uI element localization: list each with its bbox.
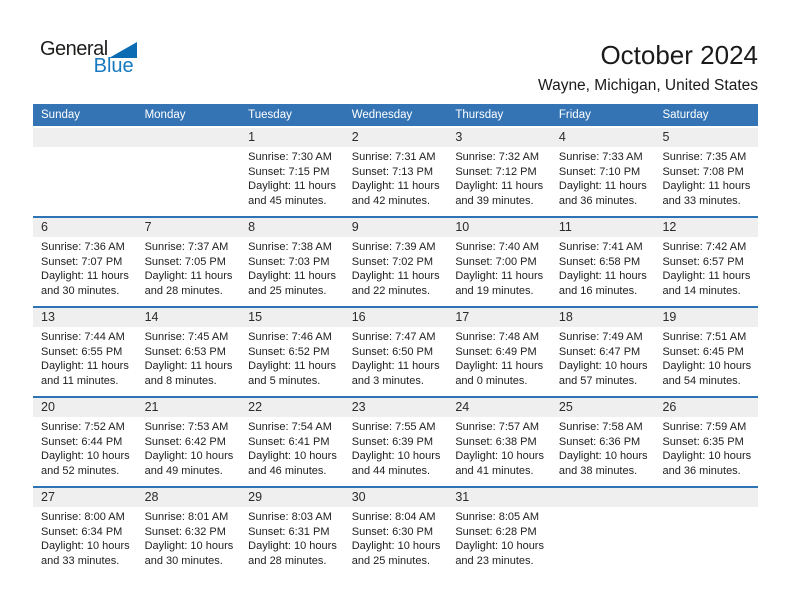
sunrise-line: Sunrise: 7:54 AM <box>248 421 332 433</box>
day-details <box>137 507 241 568</box>
day-number-band <box>447 128 551 147</box>
sunset-line: Sunset: 7:12 PM <box>455 165 537 178</box>
calendar-day-cell <box>33 218 137 306</box>
sunrise-line: Sunrise: 7:30 AM <box>248 151 332 163</box>
sunrise-line: Sunrise: 7:49 AM <box>558 331 643 343</box>
day-number: 3 <box>455 130 463 144</box>
day-details <box>240 327 344 388</box>
day-details <box>447 237 551 298</box>
calendar-day-cell <box>137 218 241 306</box>
day-details <box>654 237 758 298</box>
calendar-day-cell <box>551 128 655 216</box>
day-number: 15 <box>248 310 263 324</box>
day-number: 16 <box>351 310 366 324</box>
daylight-line: Daylight: 11 hours and 39 minutes. <box>455 180 544 207</box>
sunset-line: Sunset: 6:52 PM <box>248 345 330 358</box>
day-details <box>240 507 344 568</box>
sunrise-line: Sunrise: 7:32 AM <box>455 151 540 163</box>
sunset-line: Sunset: 7:00 PM <box>455 255 537 268</box>
calendar-day-cell <box>137 488 241 576</box>
sunset-line: Sunset: 6:49 PM <box>455 345 537 358</box>
day-number: 8 <box>248 220 256 234</box>
daylight-line: Daylight: 11 hours and 30 minutes. <box>41 270 129 297</box>
sunset-line: Sunset: 6:47 PM <box>558 345 641 358</box>
sunset-line: Sunset: 7:02 PM <box>351 255 434 268</box>
sunrise-line: Sunrise: 8:03 AM <box>248 511 332 523</box>
day-number-band <box>344 218 448 237</box>
day-number-band <box>33 398 137 417</box>
daylight-line: Daylight: 11 hours and 16 minutes. <box>558 270 647 297</box>
sunset-line: Sunset: 6:45 PM <box>662 345 744 358</box>
sunrise-line: Sunrise: 7:39 AM <box>351 241 436 253</box>
calendar-day-cell <box>344 128 448 216</box>
day-number: 24 <box>455 400 470 414</box>
daylight-line: Daylight: 11 hours and 42 minutes. <box>351 180 440 207</box>
calendar-day-cell <box>137 398 241 486</box>
day-details <box>137 417 241 478</box>
day-number-band <box>551 218 655 237</box>
sunset-line: Sunset: 6:38 PM <box>455 435 537 448</box>
day-number-band <box>654 398 758 417</box>
daylight-line: Daylight: 10 hours and 46 minutes. <box>248 450 337 477</box>
sunrise-line: Sunrise: 7:45 AM <box>144 331 229 343</box>
sunset-line: Sunset: 6:34 PM <box>41 525 123 538</box>
day-number-band <box>33 308 137 327</box>
day-details <box>33 237 137 298</box>
page-title: October 2024 <box>600 40 758 70</box>
day-details <box>654 327 758 388</box>
day-number: 18 <box>558 310 573 324</box>
day-details <box>344 147 448 208</box>
day-details <box>447 147 551 208</box>
calendar-day-cell <box>240 218 344 306</box>
day-number: 2 <box>351 130 359 144</box>
calendar-day-cell <box>551 398 655 486</box>
day-number-band <box>551 488 655 507</box>
day-details <box>447 507 551 568</box>
day-number-band <box>551 128 655 147</box>
daylight-line: Daylight: 10 hours and 30 minutes. <box>144 540 234 567</box>
page-subtitle: Wayne, Michigan, United States <box>538 77 758 94</box>
calendar-empty-cell <box>654 488 758 576</box>
sunrise-line: Sunrise: 7:55 AM <box>351 421 436 433</box>
sunrise-line: Sunrise: 7:59 AM <box>662 421 747 433</box>
sunset-line: Sunset: 6:53 PM <box>144 345 226 358</box>
day-number: 28 <box>144 490 159 504</box>
calendar-day-cell <box>344 218 448 306</box>
sunset-line: Sunset: 7:08 PM <box>662 165 744 178</box>
day-number: 6 <box>41 220 48 234</box>
daylight-line: Daylight: 10 hours and 54 minutes. <box>662 360 752 387</box>
day-number-band <box>344 488 448 507</box>
calendar-day-cell <box>240 488 344 576</box>
calendar-empty-cell <box>551 488 655 576</box>
weekday-header-row <box>33 104 758 126</box>
day-number: 10 <box>455 220 470 234</box>
day-details <box>551 237 655 298</box>
calendar-day-cell <box>137 308 241 396</box>
day-number-band <box>447 488 551 507</box>
day-number-band <box>33 128 137 147</box>
daylight-line: Daylight: 10 hours and 52 minutes. <box>41 450 130 477</box>
logo-text-general: General <box>40 38 108 60</box>
daylight-line: Daylight: 10 hours and 25 minutes. <box>351 540 441 567</box>
daylight-line: Daylight: 10 hours and 36 minutes. <box>662 450 752 477</box>
day-details <box>137 327 241 388</box>
general-blue-logo <box>40 39 137 76</box>
sunrise-line: Sunrise: 7:41 AM <box>558 241 643 253</box>
day-number: 9 <box>351 220 359 234</box>
sunrise-line: Sunrise: 7:35 AM <box>662 151 747 163</box>
day-number: 19 <box>662 310 677 324</box>
sunrise-line: Sunrise: 7:33 AM <box>558 151 643 163</box>
calendar-day-cell <box>654 128 758 216</box>
sunset-line: Sunset: 6:58 PM <box>558 255 641 268</box>
day-details <box>33 507 137 568</box>
calendar-day-cell <box>654 308 758 396</box>
day-number-band <box>240 218 344 237</box>
day-details <box>344 237 448 298</box>
day-number-band <box>654 308 758 327</box>
day-details <box>240 147 344 208</box>
calendar-week-row <box>33 126 758 216</box>
day-number-band <box>551 398 655 417</box>
daylight-line: Daylight: 11 hours and 3 minutes. <box>351 360 440 387</box>
day-number-band <box>551 308 655 327</box>
daylight-line: Daylight: 11 hours and 14 minutes. <box>662 270 751 297</box>
day-details <box>654 417 758 478</box>
day-number-band <box>240 488 344 507</box>
day-number-band <box>137 218 241 237</box>
day-number: 17 <box>455 310 470 324</box>
logo-text-blue: Blue <box>93 55 134 77</box>
sunset-line: Sunset: 6:57 PM <box>662 255 744 268</box>
day-number-band <box>344 308 448 327</box>
sunrise-line: Sunrise: 7:31 AM <box>351 151 436 163</box>
day-number: 25 <box>558 400 573 414</box>
sunrise-line: Sunrise: 7:51 AM <box>662 331 747 343</box>
day-number: 1 <box>248 130 256 144</box>
daylight-line: Daylight: 11 hours and 8 minutes. <box>144 360 233 387</box>
sunrise-line: Sunrise: 7:58 AM <box>558 421 643 433</box>
day-number-band <box>654 218 758 237</box>
calendar-empty-cell <box>33 128 137 216</box>
day-details <box>447 327 551 388</box>
sunrise-line: Sunrise: 7:44 AM <box>41 331 125 343</box>
calendar-day-cell <box>240 308 344 396</box>
day-number: 4 <box>558 130 566 144</box>
day-number-band <box>137 308 241 327</box>
weekday-header-friday: Friday <box>558 109 591 121</box>
daylight-line: Daylight: 10 hours and 38 minutes. <box>558 450 648 477</box>
day-number-band <box>447 398 551 417</box>
day-details <box>447 417 551 478</box>
sunset-line: Sunset: 7:15 PM <box>248 165 330 178</box>
day-details <box>654 147 758 208</box>
sunset-line: Sunset: 7:10 PM <box>558 165 641 178</box>
sunset-line: Sunset: 6:36 PM <box>558 435 641 448</box>
weekday-header-monday: Monday <box>144 109 186 121</box>
sunset-line: Sunset: 7:05 PM <box>144 255 226 268</box>
day-details <box>33 327 137 388</box>
daylight-line: Daylight: 10 hours and 28 minutes. <box>248 540 337 567</box>
day-number: 7 <box>144 220 152 234</box>
day-number-band <box>33 218 137 237</box>
sunset-line: Sunset: 6:28 PM <box>455 525 537 538</box>
sunrise-line: Sunrise: 7:42 AM <box>662 241 747 253</box>
day-details <box>137 237 241 298</box>
sunset-line: Sunset: 6:31 PM <box>248 525 330 538</box>
calendar-day-cell <box>447 398 551 486</box>
daylight-line: Daylight: 10 hours and 41 minutes. <box>455 450 544 477</box>
day-details <box>551 417 655 478</box>
day-number: 20 <box>41 400 55 414</box>
day-number: 14 <box>144 310 159 324</box>
sunrise-line: Sunrise: 8:05 AM <box>455 511 540 523</box>
daylight-line: Daylight: 11 hours and 25 minutes. <box>248 270 337 297</box>
calendar-empty-cell <box>137 128 241 216</box>
calendar-day-cell <box>654 398 758 486</box>
sunset-line: Sunset: 6:32 PM <box>144 525 226 538</box>
sunrise-line: Sunrise: 7:36 AM <box>41 241 125 253</box>
day-number-band <box>137 488 241 507</box>
calendar-week-row <box>33 396 758 486</box>
day-number: 29 <box>248 490 263 504</box>
day-number: 22 <box>248 400 263 414</box>
day-number-band <box>240 128 344 147</box>
sunrise-line: Sunrise: 8:01 AM <box>144 511 229 523</box>
day-number: 27 <box>41 490 55 504</box>
sunset-line: Sunset: 7:13 PM <box>351 165 434 178</box>
calendar-day-cell <box>447 308 551 396</box>
day-number: 23 <box>351 400 366 414</box>
sunrise-line: Sunrise: 8:00 AM <box>41 511 125 523</box>
daylight-line: Daylight: 11 hours and 11 minutes. <box>41 360 129 387</box>
calendar-day-cell <box>344 308 448 396</box>
day-number-band <box>654 128 758 147</box>
sunset-line: Sunset: 6:50 PM <box>351 345 434 358</box>
day-details <box>551 147 655 208</box>
day-number-band <box>137 398 241 417</box>
daylight-line: Daylight: 10 hours and 23 minutes. <box>455 540 544 567</box>
sunset-line: Sunset: 6:35 PM <box>662 435 744 448</box>
sunset-line: Sunset: 6:41 PM <box>248 435 330 448</box>
calendar <box>33 104 758 576</box>
calendar-week-row <box>33 306 758 396</box>
daylight-line: Daylight: 10 hours and 57 minutes. <box>558 360 648 387</box>
daylight-line: Daylight: 11 hours and 5 minutes. <box>248 360 337 387</box>
daylight-line: Daylight: 11 hours and 19 minutes. <box>455 270 544 297</box>
sunrise-line: Sunrise: 7:48 AM <box>455 331 540 343</box>
calendar-day-cell <box>447 488 551 576</box>
calendar-day-cell <box>447 218 551 306</box>
day-number-band <box>240 308 344 327</box>
daylight-line: Daylight: 10 hours and 49 minutes. <box>144 450 234 477</box>
daylight-line: Daylight: 10 hours and 44 minutes. <box>351 450 441 477</box>
day-number-band <box>33 488 137 507</box>
calendar-day-cell <box>33 398 137 486</box>
weekday-header-saturday: Saturday <box>662 109 709 121</box>
calendar-day-cell <box>33 308 137 396</box>
day-number: 13 <box>41 310 55 324</box>
day-details <box>240 237 344 298</box>
sunrise-line: Sunrise: 7:40 AM <box>455 241 540 253</box>
calendar-day-cell <box>551 218 655 306</box>
day-number-band <box>240 398 344 417</box>
calendar-day-cell <box>33 488 137 576</box>
weekday-header-wednesday: Wednesday <box>351 109 413 121</box>
weekday-header-thursday: Thursday <box>455 109 504 121</box>
sunrise-line: Sunrise: 7:47 AM <box>351 331 436 343</box>
day-number: 12 <box>662 220 677 234</box>
daylight-line: Daylight: 11 hours and 28 minutes. <box>144 270 233 297</box>
sunset-line: Sunset: 7:03 PM <box>248 255 330 268</box>
calendar-week-row <box>33 486 758 576</box>
day-number-band <box>447 308 551 327</box>
day-details <box>551 327 655 388</box>
day-details <box>344 327 448 388</box>
sunrise-line: Sunrise: 7:53 AM <box>144 421 229 433</box>
day-details <box>240 417 344 478</box>
sunset-line: Sunset: 6:30 PM <box>351 525 434 538</box>
day-number: 5 <box>662 130 670 144</box>
calendar-day-cell <box>654 218 758 306</box>
sunrise-line: Sunrise: 7:57 AM <box>455 421 540 433</box>
calendar-day-cell <box>344 398 448 486</box>
sunset-line: Sunset: 6:42 PM <box>144 435 226 448</box>
day-number-band <box>344 128 448 147</box>
calendar-grid <box>33 126 758 576</box>
day-number: 21 <box>144 400 159 414</box>
sunset-line: Sunset: 6:55 PM <box>41 345 123 358</box>
sunrise-line: Sunrise: 8:04 AM <box>351 511 436 523</box>
daylight-line: Daylight: 11 hours and 33 minutes. <box>662 180 751 207</box>
daylight-line: Daylight: 10 hours and 33 minutes. <box>41 540 130 567</box>
sunset-line: Sunset: 6:44 PM <box>41 435 123 448</box>
calendar-day-cell <box>240 398 344 486</box>
sunrise-line: Sunrise: 7:52 AM <box>41 421 125 433</box>
day-number-band <box>654 488 758 507</box>
sunrise-line: Sunrise: 7:37 AM <box>144 241 229 253</box>
daylight-line: Daylight: 11 hours and 36 minutes. <box>558 180 647 207</box>
day-details <box>33 417 137 478</box>
calendar-day-cell <box>344 488 448 576</box>
day-details <box>344 507 448 568</box>
day-number: 30 <box>351 490 366 504</box>
calendar-day-cell <box>240 128 344 216</box>
day-number: 11 <box>558 220 572 234</box>
sunset-line: Sunset: 7:07 PM <box>41 255 123 268</box>
day-details <box>344 417 448 478</box>
calendar-day-cell <box>447 128 551 216</box>
daylight-line: Daylight: 11 hours and 22 minutes. <box>351 270 440 297</box>
day-number: 26 <box>662 400 677 414</box>
sunrise-line: Sunrise: 7:38 AM <box>248 241 332 253</box>
daylight-line: Daylight: 11 hours and 45 minutes. <box>248 180 337 207</box>
calendar-day-cell <box>551 308 655 396</box>
sunrise-line: Sunrise: 7:46 AM <box>248 331 332 343</box>
weekday-header-sunday: Sunday <box>41 109 81 121</box>
sunset-line: Sunset: 6:39 PM <box>351 435 434 448</box>
day-number-band <box>447 218 551 237</box>
weekday-header-tuesday: Tuesday <box>248 109 292 121</box>
day-number: 31 <box>455 490 470 504</box>
calendar-week-row <box>33 216 758 306</box>
day-number-band <box>137 128 241 147</box>
daylight-line: Daylight: 11 hours and 0 minutes. <box>455 360 544 387</box>
day-number-band <box>344 398 448 417</box>
